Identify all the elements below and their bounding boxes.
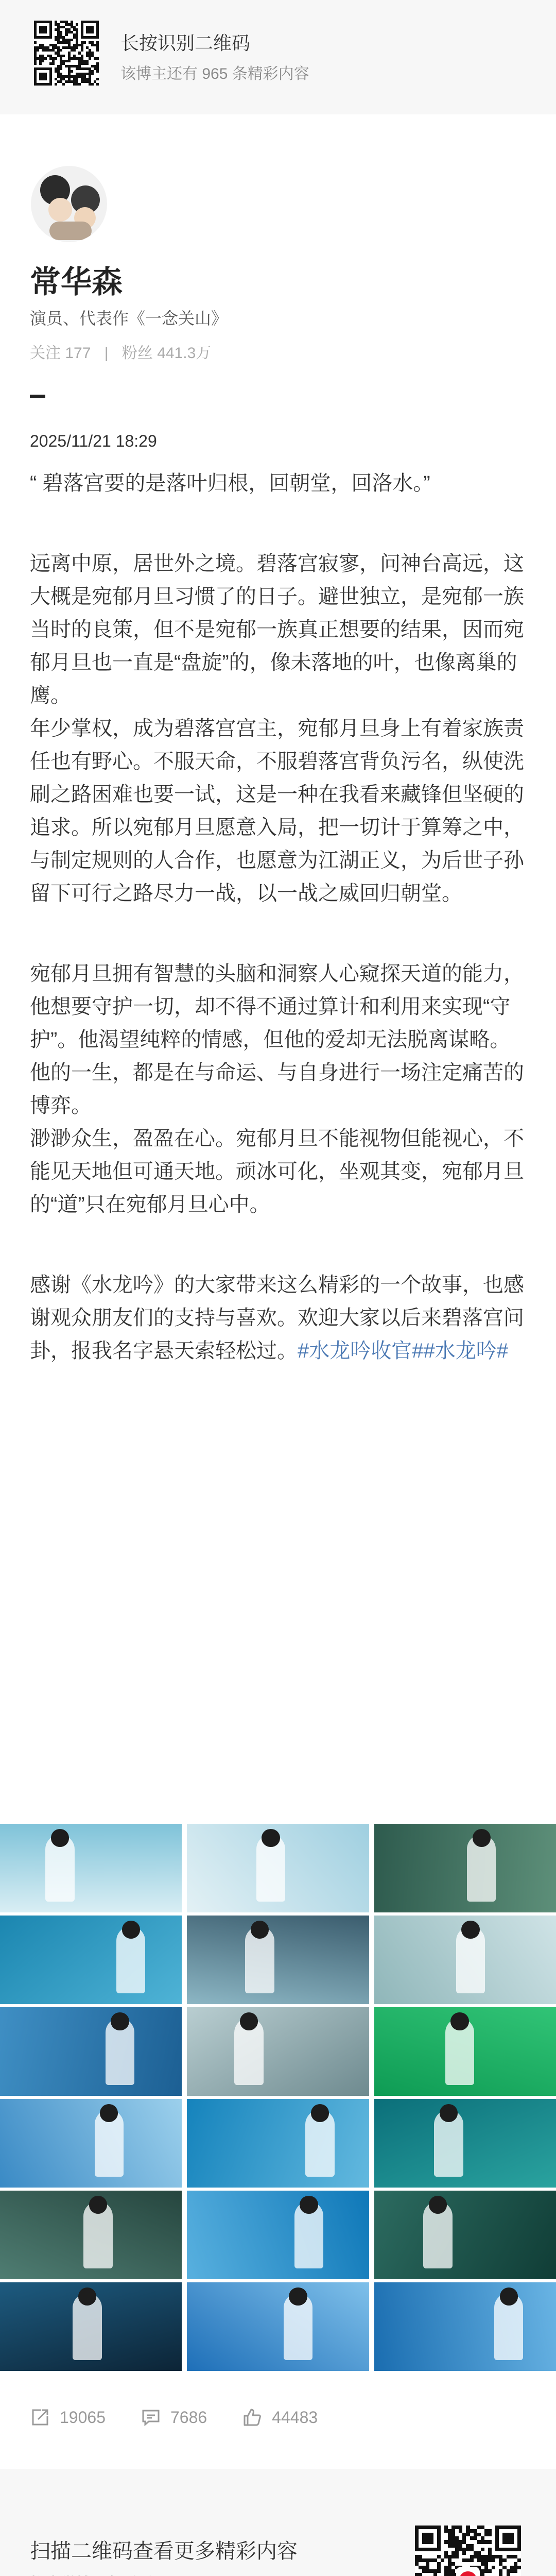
like-count: 44483 <box>272 2408 318 2427</box>
comment-count: 7686 <box>170 2408 207 2427</box>
weibo-logo-icon <box>456 2567 480 2576</box>
qr-code-top[interactable] <box>34 21 99 86</box>
photo-thumbnail[interactable] <box>374 2282 556 2371</box>
paragraph-gap <box>30 910 526 957</box>
post-paragraph: 渺渺众生，盈盈在心。宛郁月旦不能视物但能视心，不能见天地但可通天地。顽冰可化，坐观其变，宛郁月旦的“道”只在宛郁月旦心中。 <box>30 1127 524 1216</box>
repost-button[interactable] <box>30 2407 106 2428</box>
photo-thumbnail[interactable] <box>0 2282 182 2371</box>
following-count: 177 <box>65 345 91 362</box>
photo-thumbnail[interactable] <box>0 1916 182 2004</box>
photo-thumbnail[interactable] <box>187 2099 369 2188</box>
qr-banner-bottom <box>0 2469 556 2576</box>
post-paragraph <box>30 1268 526 1367</box>
following-label: 关注 <box>30 345 61 362</box>
photo-thumbnail[interactable] <box>0 2099 182 2188</box>
photo-thumbnail[interactable] <box>187 2282 369 2371</box>
photo-thumbnail[interactable] <box>374 2007 556 2096</box>
qr-banner-subtitle <box>30 2571 169 2576</box>
post-date: 2025/11/21 18:29 <box>30 432 157 450</box>
comment-button[interactable] <box>141 2407 207 2428</box>
repost-count: 19065 <box>60 2408 106 2427</box>
author-description: 演员、代表作《一念关山》 <box>30 309 228 328</box>
qr-code-bottom[interactable] <box>415 2526 521 2576</box>
photo-thumbnail[interactable] <box>187 2191 369 2279</box>
fans-count: 441.3万 <box>157 345 212 362</box>
post-body <box>30 467 526 1367</box>
photo-thumbnail[interactable] <box>0 2007 182 2096</box>
paragraph-gap <box>30 500 526 547</box>
fans-label: 粉丝 <box>121 345 153 362</box>
avatar[interactable] <box>31 166 107 242</box>
paragraph-gap <box>30 1221 526 1268</box>
qr-banner-subtitle: 该博主还有 965 条精彩内容 <box>120 65 309 82</box>
follow-stats <box>30 340 211 363</box>
stats-divider: | <box>104 345 109 362</box>
repost-icon <box>30 2407 50 2428</box>
post-paragraph: “ 碧落宫要的是落叶归根，回朝堂，回洛水。” <box>30 472 430 495</box>
post-paragraph: 宛郁月旦拥有智慧的头脑和洞察人心窥探天道的能力，他想要守护一切，却不得不通过算计和利用来实现“守护”。他渴望纯粹的情感，但他的爱却无法脱离谋略。他的一生，都是在与命运、与自身进行一场注定痛苦的博弈。 <box>30 962 524 1117</box>
photo-grid <box>0 1824 556 2371</box>
hashtag-link[interactable]: #水龙吟收官##水龙吟# <box>298 1340 508 1362</box>
post-paragraph: 年少掌权，成为碧落宫宫主，宛郁月旦身上有着家族责任也有野心。不服天命，不服碧落宫背负污名，纵使洗刷之路困难也要一试，这是一种在我看来藏锋但坚硬的追求。所以宛郁月旦愿意入局，把一切计于算筹之中，与制定规则的人合作，也愿意为江湖正义，为后世子孙留下可行之路尽力一战，以一战之威回归朝堂。 <box>30 717 524 905</box>
photo-thumbnail[interactable] <box>187 2007 369 2096</box>
photo-thumbnail[interactable] <box>374 1916 556 2004</box>
engagement-bar <box>30 2402 353 2433</box>
qr-banner-title: 长按识别二维码 <box>120 32 251 54</box>
post-paragraph: 远离中原，居世外之境。碧落宫寂寥，问神台高远，这大概是宛郁月旦习惯了的日子。避世独立，是宛郁一族当时的良策，但不是宛郁一族真正想要的结果，因而宛郁月旦也一直是“盘旋”的，像未落地的叶，也像离巢的鹰。 <box>30 552 524 707</box>
photo-thumbnail[interactable] <box>374 1824 556 1912</box>
photo-thumbnail[interactable] <box>0 2191 182 2279</box>
photo-thumbnail[interactable] <box>374 2191 556 2279</box>
photo-thumbnail[interactable] <box>187 1824 369 1912</box>
photo-thumbnail[interactable] <box>374 2099 556 2188</box>
like-button[interactable] <box>242 2407 318 2428</box>
qr-banner-top <box>0 0 556 114</box>
thumbs-up-icon <box>242 2407 263 2428</box>
photo-thumbnail[interactable] <box>0 1824 182 1912</box>
author-name[interactable]: 常华森 <box>30 265 123 299</box>
comment-icon <box>141 2407 161 2428</box>
divider-dash <box>30 395 45 398</box>
post-paragraph-text: 感谢《水龙吟》的大家带来这么精彩的一个故事，也感谢观众朋友们的支持与喜欢。欢迎大家以后来碧落宫问卦，报我名字悬天索轻松过。 <box>30 1274 524 1362</box>
qr-banner-title: 扫描二维码查看更多精彩内容 <box>30 2540 298 2563</box>
photo-thumbnail[interactable] <box>187 1916 369 2004</box>
